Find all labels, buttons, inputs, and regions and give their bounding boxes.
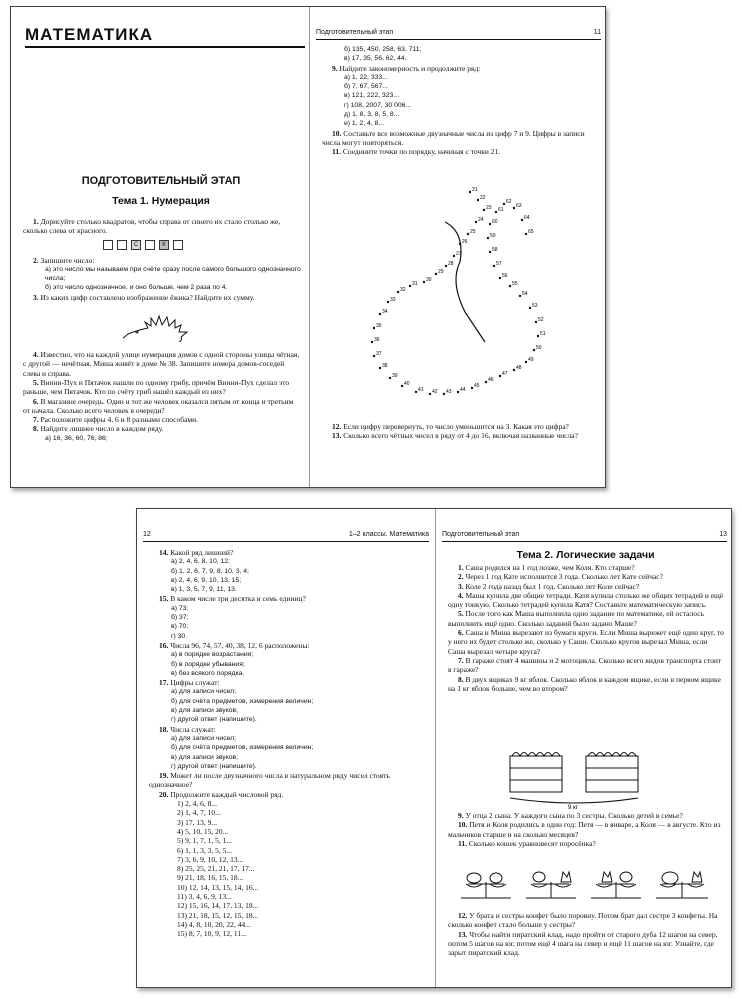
exercise-number: 10. (332, 128, 342, 138)
header-text: Подготовительный этап (316, 29, 394, 36)
number-series: 3) 17, 13, 9... (177, 817, 217, 827)
answer-option: в) 121, 222, 323... (344, 92, 400, 100)
dot (489, 223, 491, 225)
dot-number: 56 (502, 273, 508, 279)
dot (537, 335, 539, 337)
exercise-item (448, 911, 725, 930)
dot-number: 29 (438, 269, 444, 275)
page-11 (310, 7, 606, 487)
dot (513, 369, 515, 371)
exercise-item (448, 609, 725, 628)
exercise-item (23, 424, 301, 433)
answer-option: а) 73; (171, 604, 189, 612)
dot-number: 41 (418, 387, 424, 393)
exercise-text: Если цифру перевернуть, то число уменьшится на 3. Какая это цифра? (341, 422, 569, 431)
dot (477, 199, 479, 201)
exercise-number: 13. (458, 929, 468, 939)
exercise-number: 7. (458, 655, 464, 665)
dot (415, 391, 417, 393)
dot-number: 43 (446, 389, 452, 395)
exercise-number: 4. (458, 590, 464, 600)
exercise-item (448, 591, 725, 610)
dot (445, 265, 447, 267)
answer-option: б) 37; (171, 614, 189, 622)
dot (513, 207, 515, 209)
answer-option: а) для записи чисел; (171, 688, 237, 696)
exercise-number: 11. (332, 147, 341, 157)
exercise-item (448, 820, 725, 839)
exercise-text: Петя и Коля родились в один год: Петя — в январе, а Коля — в августе. Кто из мальчиков старше и на сколько месяцев? (448, 820, 721, 839)
dot (499, 277, 501, 279)
answer-option: г) другой ответ (напишите). (171, 762, 257, 770)
dot-number: 52 (538, 317, 544, 323)
answer-option: б) 1, 2, 6, 7, 9, 8, 10, 3, 4; (171, 567, 249, 575)
exercise-text: В гараже стоят 4 машины и 2 мотоцикла. Сколько всего видов транспорта стоит в гараже? (448, 655, 722, 675)
exercise-item (23, 397, 301, 416)
exercise-list-7 (448, 911, 725, 957)
exercise-number: 18. (159, 724, 169, 734)
exercise-text: Продолжите каждый числовой ряд. (168, 789, 284, 799)
exercise-item (448, 675, 725, 694)
apple-crates-illustration (496, 736, 656, 810)
running-header (442, 531, 727, 542)
exercise-text: Саша и Миша вырезают из бумаги круги. Если Миша вырежет ещё один круг, то у него их будет столько же, сколько у Саши. Сколько кругов вырезал Миша, если Саша вырезал четыре круга? (448, 628, 724, 656)
answer-option: б) для счёта предметов, измерения величин; (171, 697, 314, 705)
exercise-number: 4. (33, 350, 39, 360)
dot (457, 391, 459, 393)
exercise-number: 6. (458, 628, 464, 638)
exercise-text: У отца 2 сына. У каждого сына по 3 сестры. Сколько детей в семье? (463, 811, 683, 820)
subject-title: МАТЕМАТИКА (25, 25, 305, 48)
number-series: 5) 9, 1, 7, 1, 5, 1... (177, 836, 232, 846)
exercise-list-5 (448, 563, 725, 693)
exercise-item (448, 656, 725, 675)
exercise-item (23, 378, 301, 397)
exercise-item (448, 572, 725, 581)
section-title: ПОДГОТОВИТЕЛЬНЫЙ ЭТАП (81, 175, 241, 187)
exercise-number: 8. (33, 424, 39, 434)
exercise-number: 14. (159, 548, 169, 557)
exercise-item (448, 839, 725, 848)
exercise-number: 12. (458, 911, 468, 920)
dot (401, 385, 403, 387)
exercise-text: В каком числе три десятка и семь единиц? (168, 594, 306, 604)
topic-title: Тема 2. Логические задачи (516, 549, 655, 561)
answer-option: б) это число однозначное, и оно больше, чем 2 раза по 4. (45, 284, 228, 292)
number-series: 15) 8, 7, 10, 9, 12, 11... (177, 929, 247, 939)
dot-number: 33 (390, 297, 396, 303)
dot (371, 341, 373, 343)
exercise-text: В магазине очередь. Один и тот же человек оказался пятым от конца и третьим от начала. Сколько всего человек в очереди? (23, 396, 294, 415)
dot-number: 23 (486, 205, 492, 211)
exercise-number: 2. (33, 255, 39, 265)
exercise-list-6 (448, 811, 725, 848)
dot (389, 377, 391, 379)
connect-dots-figure (350, 182, 570, 422)
dot-number: 62 (506, 199, 512, 205)
weight-label: 9 кг (568, 805, 578, 810)
number-series: 9) 21, 18, 16, 15, 18... (177, 873, 244, 883)
dot-number: 25 (470, 229, 476, 235)
answer-option: г) 108, 2007, 30 006... (344, 101, 412, 109)
exercise-item (149, 725, 427, 734)
dot (499, 375, 501, 377)
exercise-item (448, 930, 725, 958)
dot-number: 58 (492, 247, 498, 253)
exercise-item (149, 594, 427, 603)
number-series: 12) 15, 16, 14, 17, 13, 18... (177, 901, 259, 911)
exercise-text: Соедините точки по порядку, начиная с точки 21. (340, 147, 501, 157)
exercise-item (23, 350, 301, 378)
answer-option: а) 16, 36, 60, 76, 86; (45, 434, 108, 442)
dot (489, 251, 491, 253)
number-series: 8) 25, 25, 21, 21, 17, 17... (177, 864, 255, 874)
exercise-text: У брата и сестры конфет было поровну. Потом брат дал сестре 3 конфеты. На сколько конфет стало больше у сестры? (448, 911, 718, 930)
running-header (316, 29, 601, 40)
exercise-list-4 (149, 548, 427, 938)
exercise-text: Может ли после двузначного числа в натуральном ряду чисел стоять однозначное? (149, 771, 390, 790)
dot-number: 40 (404, 381, 410, 387)
dot (495, 211, 497, 213)
dot (525, 361, 527, 363)
dot (485, 381, 487, 383)
dot-number: 44 (460, 387, 466, 393)
exercise-number: 17. (159, 678, 169, 688)
running-header (143, 531, 429, 542)
exercise-number: 5. (33, 377, 39, 387)
number-series: 10) 12, 14, 13, 15, 14, 16... (177, 882, 259, 892)
exercise-text: Винни-Пух и Пятачок нашли по одному грибу, причём Винни-Пух сделал это раньше, чем Пятачок. Кто по счёту гриб нашёл каждый из них? (23, 377, 290, 397)
empty-square (173, 240, 183, 250)
answer-option: в) для записи звуков; (171, 707, 239, 715)
dot (471, 387, 473, 389)
exercise-list-1 (23, 217, 301, 443)
dot-number: 55 (512, 281, 518, 287)
exercise-number: 15. (159, 594, 169, 604)
exercise-number: 3. (458, 581, 464, 591)
answer-option: б) 7, 67, 567... (344, 83, 388, 91)
exercise-text: В двух ящиках 9 кг яблок. Сколько яблок в каждом ящике, если в первом ящике на 1 кг яблок больше, чем во втором? (448, 674, 721, 693)
answer-option: д) 1, 8, 3, 8, 5, 8... (344, 111, 400, 119)
dot-number: 45 (474, 383, 480, 389)
dot-number: 37 (376, 351, 382, 357)
exercise-text: Маша купила две общие тетради. Катя купила столько же общих тетрадей и ещё одну тонкую. Сколько тетрадей купила Катя? Составьте математическую запись. (448, 590, 724, 610)
dot-number: 65 (528, 229, 534, 235)
dot (533, 349, 535, 351)
exercise-number: 16. (159, 640, 169, 650)
dot-number: 32 (400, 287, 406, 293)
exercise-number: 8. (458, 674, 464, 684)
exercise-list-3 (322, 422, 599, 441)
page-12 (137, 509, 435, 987)
number-series: 6) 1, 1, 3, 3, 5, 5... (177, 845, 232, 855)
exercise-text: Числа служат: (168, 724, 216, 734)
exercise-number: 20. (159, 789, 169, 799)
answer-option: а) это число мы называем при счёте сразу после самого большого однозначного числа; (45, 265, 301, 283)
exercise-text: Какой ряд лишний? (168, 548, 234, 557)
exercise-item (149, 771, 427, 790)
dot (453, 255, 455, 257)
page-number: 12 (143, 531, 151, 538)
dot-number: 27 (456, 251, 462, 257)
dot-number: 64 (524, 215, 530, 221)
dot (387, 301, 389, 303)
dot (483, 209, 485, 211)
dot (435, 273, 437, 275)
squares-row (103, 240, 301, 250)
page-number: 11 (593, 29, 601, 36)
exercise-number: 11. (458, 838, 467, 848)
exercise-item (149, 548, 427, 557)
dot (429, 393, 431, 395)
dot (373, 355, 375, 357)
answer-option: б) 135, 450, 258, 63, 711; (344, 46, 422, 53)
exercise-number: 12. (332, 422, 342, 431)
answer-option: е) 1, 2, 4, 8... (344, 120, 385, 128)
dot-number: 36 (374, 337, 380, 343)
dot-number: 30 (426, 277, 432, 283)
answer-option: г) 30. (171, 632, 188, 640)
dot-number: 50 (536, 345, 542, 351)
dot-number: 31 (412, 281, 418, 287)
dot (459, 243, 461, 245)
dot (467, 233, 469, 235)
dot-number: 38 (382, 363, 388, 369)
answer-option: в) 17, 35, 56, 62, 44. (344, 55, 407, 63)
exercise-number: 6. (33, 396, 39, 406)
answer-option: в) 2, 4, 6, 9, 10, 13, 15; (171, 576, 242, 584)
exercise-text: Запишите число: (38, 255, 95, 265)
dot (475, 221, 477, 223)
dot (469, 191, 471, 193)
exercise-text: Дорисуйте столько квадратов, чтобы справа от синего их стало столько же, сколько слева от красного. (23, 217, 281, 236)
dot-number: 26 (462, 239, 468, 245)
exercise-number: 7. (33, 415, 39, 425)
dot (509, 285, 511, 287)
exercise-text: Известно, что на каждой улице нумерация домов с одной стороны улицы чётная, с другой — нечётная. Миша живёт в доме № 38. Запишите номера домов-соседей слева и справа. (23, 350, 300, 378)
red-square: К (159, 240, 169, 250)
number-series: 4) 5, 10, 15, 20... (177, 826, 229, 836)
dot-number: 34 (382, 309, 388, 315)
empty-square (145, 240, 155, 250)
exercise-item (448, 811, 725, 820)
header-text: 1–2 классы. Математика (348, 531, 429, 538)
answer-option: г) другой ответ (напишите). (171, 716, 257, 724)
answer-option: а) 2, 4, 6, 8, 10, 12; (171, 558, 230, 566)
dot (397, 291, 399, 293)
dot (423, 281, 425, 283)
dot (519, 295, 521, 297)
exercise-text: Коле 2 года назад был 1 год. Сколько лет Коле сейчас? (463, 581, 640, 591)
exercise-item (23, 293, 301, 302)
dot-number: 46 (488, 377, 494, 383)
exercise-number: 19. (159, 771, 169, 781)
exercise-item (23, 415, 301, 424)
dot (529, 307, 531, 309)
number-series: 2) 1, 4, 7, 10... (177, 808, 221, 818)
dot (379, 313, 381, 315)
exercise-item (149, 641, 427, 650)
blue-square: С (131, 240, 141, 250)
number-series: 14) 4, 8, 10, 20, 22, 44... (177, 919, 251, 929)
exercise-text: Найдите лишнее число в каждом ряду. (38, 424, 164, 434)
dot-number: 49 (528, 357, 534, 363)
dot (379, 367, 381, 369)
exercise-text: Числа 96, 74, 57, 40, 38, 12, 6 расположены: (168, 640, 310, 650)
dot-number: 39 (392, 373, 398, 379)
dot-number: 63 (516, 203, 522, 209)
dot (373, 327, 375, 329)
topic-title: Тема 1. Нумерация (112, 195, 210, 207)
exercise-number: 1. (33, 217, 39, 226)
dot-number: 57 (496, 261, 502, 267)
dot-number: 47 (502, 371, 508, 377)
exercise-item (149, 790, 427, 799)
exercise-item (322, 129, 599, 148)
exercise-number: 1. (458, 563, 464, 572)
exercise-number: 13. (332, 431, 342, 441)
dot (535, 321, 537, 323)
empty-square (103, 240, 113, 250)
answer-option: в) без всякого порядка. (171, 669, 245, 677)
answer-option: б) в порядке убывания; (171, 660, 245, 668)
exercise-text: Через 1 год Кате исполнится 3 года. Сколько лет Кате сейчас? (463, 572, 663, 582)
exercise-item (322, 431, 599, 440)
dot (409, 285, 411, 287)
dot-number: 22 (480, 195, 486, 201)
exercise-item (23, 217, 301, 236)
dot-number: 48 (516, 365, 522, 371)
dot-number: 21 (472, 187, 478, 193)
balance-scales-illustration (456, 864, 718, 906)
empty-square (117, 240, 127, 250)
exercise-text: Цифры служат: (168, 678, 220, 688)
dot-number: 61 (498, 207, 504, 213)
dot (493, 265, 495, 267)
answer-option: а) для записи чисел; (171, 734, 237, 742)
page-number: 13 (719, 531, 727, 538)
number-series: 1) 2, 4, 6, 8... (177, 799, 217, 809)
answer-option: в) 1, 3, 5, 7, 9, 11, 13. (171, 586, 237, 594)
dot-number: 28 (448, 261, 454, 267)
book-spread-bottom (136, 508, 732, 988)
dot-number: 35 (376, 323, 382, 329)
dot-number: 54 (522, 291, 528, 297)
dot (503, 203, 505, 205)
dot (487, 237, 489, 239)
exercise-number: 9. (458, 811, 464, 820)
exercise-number: 5. (458, 609, 464, 619)
exercise-text: Чтобы найти пиратский клад, надо пройти от старого дуба 12 шагов на север, потом 5 шагов на юг, потом ещё 4 шага на север и ещё 11 шагов на юг. Узнайте, где зарыт пиратский клад. (448, 929, 718, 958)
hedgehog-drawing (123, 306, 213, 342)
page-13 (436, 509, 732, 987)
dot-number: 59 (490, 233, 496, 239)
dot-number: 51 (540, 331, 546, 337)
dot (525, 233, 527, 235)
exercise-text: Составьте все возможные двузначные числа из цифр 7 и 9. Цифры в записи числа могут повторяться. (322, 128, 585, 147)
exercise-item (322, 422, 599, 431)
dot-number: 53 (532, 303, 538, 309)
exercise-number: 10. (458, 820, 468, 830)
number-series: 11) 3, 4, 6, 9, 13... (177, 891, 232, 901)
exercise-text: Сколько кошек уравновесят поросёнка? (466, 838, 596, 848)
header-text: Подготовительный этап (442, 531, 520, 538)
answer-option: б) для счёта предметов, измерения величин; (171, 744, 314, 752)
exercise-text: После того как Маша выполнила одно задание по математике, ей осталось выполнить ещё одно. Сколько заданий было задано Маше? (448, 609, 704, 628)
exercise-text: Найдите закономерность и продолжите ряд: (337, 63, 481, 73)
exercise-number: 2. (458, 572, 464, 582)
exercise-item (149, 678, 427, 687)
exercise-text: Сколько всего чётных чисел в ряду от 4 до 16, включая названные числа? (341, 431, 578, 441)
dot-number: 60 (492, 219, 498, 225)
answer-option: в) 70; (171, 623, 189, 631)
number-series: 7) 3, 6, 9, 10, 12, 13... (177, 854, 244, 864)
dot-number: 42 (432, 389, 438, 395)
page-10 (11, 7, 309, 487)
dot (443, 393, 445, 395)
book-spread-top (10, 6, 606, 488)
answer-option: а) в порядке возрастания; (171, 651, 254, 659)
exercise-item (448, 563, 725, 572)
exercise-item (448, 628, 725, 656)
exercise-text: Расположите цифры 4, 6 и 8 разными способами. (38, 415, 199, 425)
number-series: 13) 21, 18, 15, 12, 15, 18... (177, 910, 259, 920)
dot-number: 24 (478, 217, 484, 223)
exercise-list-2 (322, 45, 599, 157)
exercise-number: 9. (332, 63, 338, 73)
exercise-number: 3. (33, 292, 39, 302)
dot (521, 219, 523, 221)
exercise-item (23, 256, 301, 265)
answer-option: а) 1, 22, 333... (344, 73, 388, 81)
exercise-item (322, 147, 599, 156)
exercise-item (448, 582, 725, 591)
exercise-text: Саша родился на 1 год позже, чем Коля. Кто старше? (463, 563, 635, 572)
exercise-item (322, 64, 599, 73)
exercise-text: Из каких цифр составлено изображение ёжика? Найдите их сумму. (38, 292, 255, 302)
answer-option: в) для записи звуков; (171, 753, 239, 761)
